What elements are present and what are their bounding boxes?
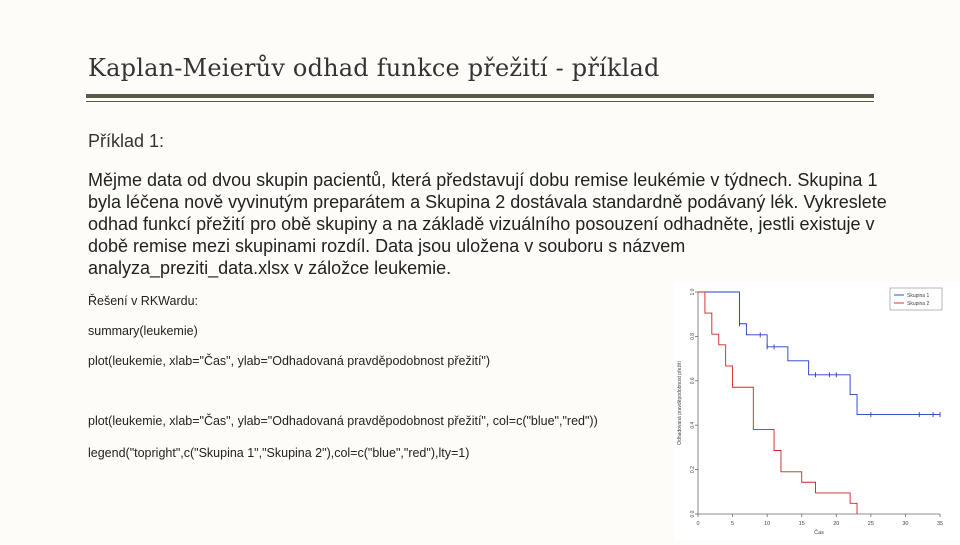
series-line-1 — [698, 292, 940, 415]
y-tick-label: 0.4 — [690, 421, 696, 429]
code-line-plot: plot(leukemie, xlab="Čas", ylab="Odhadovaná pravděpodobnost přežití") — [88, 354, 491, 368]
slide-title: Kaplan-Meierův odhad funkce přežití - příklad — [88, 54, 660, 82]
example-description: Mějme data od dvou skupin pacientů, která představují dobu remise leukémie v týdnech. Skupina 1 byla léčena nově vyvinutým preparátem a Skupina 2 dostávala standardně podávaný lék. Vykreslete odhad funkcí přežití pro obě skupiny a na základě vizuálního posouzení odhadněte, jestli existuje v době remise mezi skupinami rozdíl. Data jsou uložena v souboru s názvem analyza_preziti_data.xlsx v záložce leukemie. — [88, 170, 887, 278]
y-axis-label: Odhadovaná pravděpodobnost přežití — [677, 361, 683, 445]
code-line-summary: summary(leukemie) — [88, 324, 198, 338]
x-tick-label: 5 — [731, 521, 735, 527]
legend-label-2: Skupina 2 — [907, 301, 930, 307]
x-tick-label: 10 — [764, 521, 771, 527]
x-tick-label: 15 — [798, 521, 805, 527]
code-line-plot-colored: plot(leukemie, xlab="Čas", ylab="Odhadovaná pravděpodobnost přežití", col=c("blue","red")) — [88, 414, 598, 428]
x-tick-label: 35 — [936, 521, 944, 527]
x-tick-label: 0 — [696, 521, 700, 527]
y-tick-label: 0.2 — [690, 466, 696, 474]
y-tick-label: 0.0 — [690, 510, 696, 518]
example-heading: Příklad 1: — [88, 131, 165, 151]
series-line-2 — [698, 292, 857, 514]
x-tick-label: 30 — [902, 521, 909, 527]
x-axis-label: Čas — [814, 530, 824, 536]
title-rule-thick — [86, 94, 874, 98]
y-tick-label: 0.6 — [690, 377, 696, 385]
survival-chart — [674, 282, 960, 540]
survival-chart-svg — [674, 282, 960, 540]
x-tick-label: 20 — [833, 521, 840, 527]
legend-label-1: Skupina 1 — [907, 293, 930, 299]
code-line-legend: legend("topright",c("Skupina 1","Skupina 2"),col=c("blue","red"),lty=1) — [88, 446, 470, 460]
y-tick-label: 1.0 — [690, 288, 696, 296]
title-rule-thin — [86, 101, 874, 102]
x-tick-label: 25 — [867, 521, 874, 527]
solution-label: Řešení v RKWardu: — [88, 294, 198, 308]
y-tick-label: 0.8 — [690, 332, 696, 340]
